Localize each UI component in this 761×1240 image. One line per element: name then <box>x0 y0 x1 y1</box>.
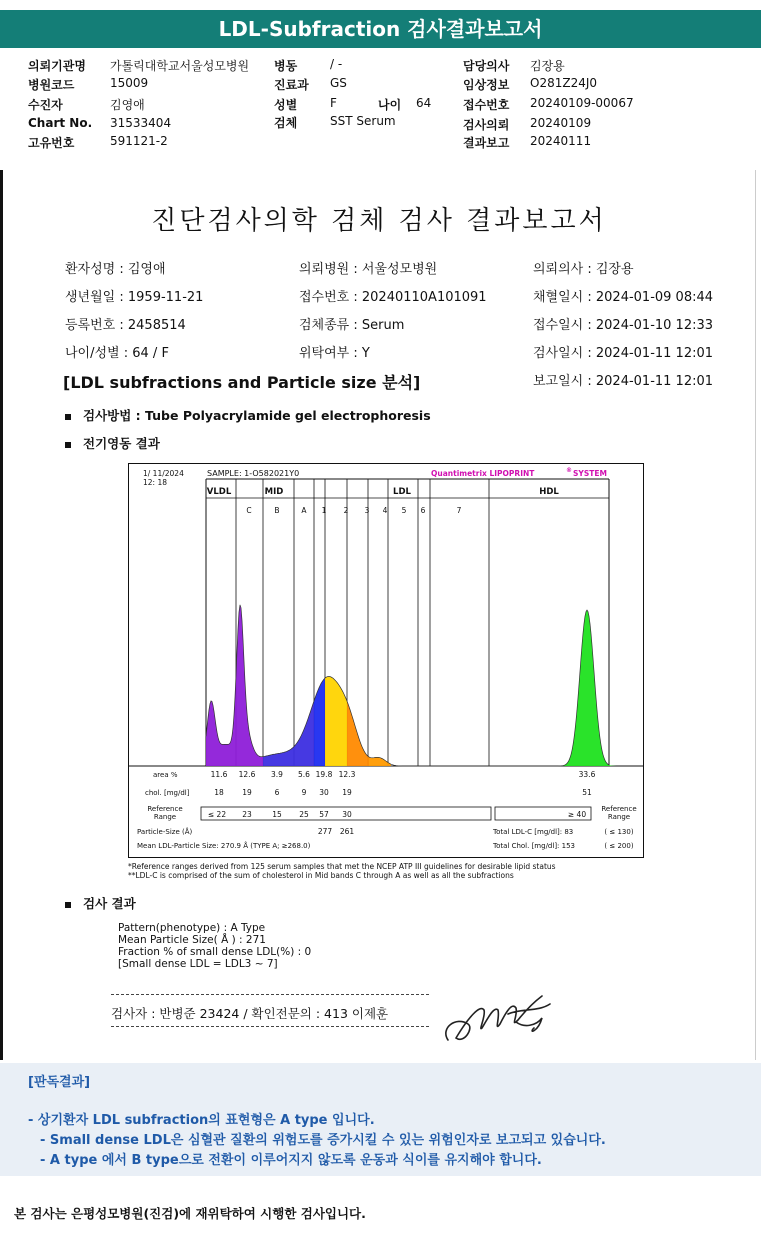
mean-size: Mean LDL-Particle Size: 270.9 Å (TYPE A; ≥268.0) <box>137 842 311 850</box>
band-label: 3 <box>364 506 370 515</box>
result-list <box>118 922 311 970</box>
header-value: 591121-2 <box>110 134 168 148</box>
bullet-icon <box>65 442 71 448</box>
band-label: 5 <box>401 506 407 515</box>
group-label: HDL <box>539 487 559 497</box>
size-value: 277 <box>317 827 333 836</box>
band-label: 2 <box>343 506 349 515</box>
chart-svg <box>129 464 643 857</box>
chol-value: 18 <box>214 788 224 797</box>
method-text: 검사방법 : Tube Polyacrylamide gel electrophoresis <box>83 408 431 423</box>
header-label: 검체 <box>274 116 298 130</box>
header-label: 고유번호 <box>28 136 75 150</box>
interpretation-panel <box>0 1063 761 1176</box>
divider <box>111 1026 429 1027</box>
header-label: 의뢰기관명 <box>28 59 86 73</box>
header-label: 성별 <box>274 98 298 112</box>
header-value: 20240109-00067 <box>530 96 634 110</box>
signature-image <box>438 988 568 1050</box>
chart-brand-suffix: SYSTEM <box>573 469 607 478</box>
result-line: Pattern(phenotype) : A Type <box>118 922 266 934</box>
area-value: 11.6 <box>210 770 228 779</box>
electro-bullet <box>65 434 160 452</box>
header-label: 나이 <box>378 98 402 112</box>
chol-value: 6 <box>274 788 280 797</box>
electro-heading: 전기영동 결과 <box>83 436 160 451</box>
interpretation-heading: [판독결과] <box>28 1075 91 1090</box>
header-value: 31533404 <box>110 116 172 130</box>
ref-value: 30 <box>342 810 352 819</box>
patient-info: 등록번호 : 2458514 <box>65 318 186 333</box>
header-label: 병동 <box>274 59 298 73</box>
chart-footnote <box>128 862 556 880</box>
group-label: LDL <box>393 487 411 497</box>
chol-value: 19 <box>342 788 352 797</box>
header-label: 결과보고 <box>463 136 510 150</box>
patient-info: 나이/성별 : 64 / F <box>65 346 169 361</box>
patient-info: 검사일시 : 2024-01-11 12:01 <box>533 346 714 361</box>
chart-brand: Quantimetrix LIPOPRINT <box>431 469 535 478</box>
header-value: 김영애 <box>110 98 145 112</box>
patient-info: 의뢰의사 : 김장용 <box>533 262 634 277</box>
header-value: 20240111 <box>530 134 592 148</box>
area-value: 12.3 <box>338 770 356 779</box>
header-value: F <box>330 96 337 110</box>
header-label: 검사의뢰 <box>463 118 510 132</box>
header-info <box>0 52 761 152</box>
header-value: 15009 <box>110 76 149 90</box>
patient-info: 접수일시 : 2024-01-10 12:33 <box>533 318 714 333</box>
band-label: 7 <box>456 506 462 515</box>
divider <box>111 994 429 995</box>
header-value: 64 <box>416 96 432 110</box>
report-time: 보고일시 : 2024-01-11 12:01 <box>533 374 714 389</box>
interpretation-line: - Small dense LDL은 심혈관 질환의 위험도를 증가시킬 수 있는 위험인자로 보고되고 있습니다. <box>40 1133 606 1148</box>
chart-sample: SAMPLE: 1-O582021Y0 <box>207 469 300 478</box>
area-value: 12.6 <box>238 770 256 779</box>
method-bullet <box>65 406 431 424</box>
band-label: B <box>274 506 280 515</box>
group-label: MID <box>264 487 284 497</box>
header-value: GS <box>330 76 347 90</box>
total-chol: Total Chol. [mg/dl]: 153 <box>493 842 575 850</box>
header-label: 수진자 <box>28 98 63 112</box>
bullet-icon <box>65 902 71 908</box>
total-ldl: Total LDL-C [mg/dl]: 83 <box>493 828 574 836</box>
interpretation-line: - A type 에서 B type으로 전환이 이루어지지 않도록 운동과 식이를 유지해야 합니다. <box>40 1153 542 1168</box>
ref-label-right: Range <box>607 813 631 821</box>
header-label: 진료과 <box>274 78 309 92</box>
patient-info: 검체종류 : Serum <box>299 318 405 333</box>
result-line: Fraction % of small dense LDL(%) : 0 <box>118 946 312 958</box>
header-label: 병원코드 <box>28 78 75 92</box>
bottom-note: 본 검사는 은평성모병원(진검)에 재위탁하여 시행한 검사입니다. <box>14 1206 366 1221</box>
row-label: Reference <box>147 805 183 813</box>
chol-value: 9 <box>301 788 307 797</box>
chart-brand-mark: ® <box>566 467 572 474</box>
header-value: 가톨릭대학교서울성모병원 <box>110 59 250 73</box>
patient-info: 위탁여부 : Y <box>299 346 370 361</box>
row-label: chol. [mg/dl] <box>145 789 190 797</box>
ref-value: 23 <box>242 810 252 819</box>
area-value: 33.6 <box>578 770 596 779</box>
chol-value: 30 <box>319 788 329 797</box>
electrophoresis-chart <box>128 463 644 858</box>
result-bullet <box>65 894 136 912</box>
chart-time: 12: 18 <box>143 478 167 487</box>
result-line: Mean Particle Size( Å ) : 271 <box>118 934 266 946</box>
fraction-area <box>314 678 325 766</box>
section-title: [LDL subfractions and Particle size 분석] <box>63 373 421 392</box>
footnote-line: **LDL-C is comprised of the sum of cholesterol in Mid bands C through A as well as all the subfractions <box>128 871 514 880</box>
chart-date: 1/ 11/2024 <box>143 469 184 478</box>
row-label: Particle-Size (Å) <box>137 828 193 836</box>
patient-info: 채혈일시 : 2024-01-09 08:44 <box>533 290 714 305</box>
ref-value: 15 <box>272 810 282 819</box>
patient-info: 접수번호 : 20240110A101091 <box>299 290 487 305</box>
ref-label-right: Reference <box>601 805 637 813</box>
signature-text: 검사자 : 반병준 23424 / 확인전문의 : 413 이제훈 <box>111 1006 389 1021</box>
ref-value: 57 <box>319 810 329 819</box>
area-value: 19.8 <box>315 770 333 779</box>
header-value: 김장용 <box>530 59 565 73</box>
ref-value: 25 <box>299 810 309 819</box>
group-label: VLDL <box>206 487 232 497</box>
header-label: 임상정보 <box>463 78 510 92</box>
chol-value: 19 <box>242 788 252 797</box>
area-value: 3.9 <box>271 770 283 779</box>
ref-value: ≥ 40 <box>567 810 587 819</box>
patient-info: 환자성명 : 김영애 <box>65 262 166 277</box>
header-value: 20240109 <box>530 116 592 130</box>
fraction-area <box>325 677 347 767</box>
document-title: 진단검사의학 검체 검사 결과보고서 <box>151 206 607 236</box>
fraction-area <box>263 701 314 766</box>
header-value: O281Z24J0 <box>530 76 598 90</box>
header-value: SST Serum <box>330 114 396 128</box>
ref-value: ≤ 22 <box>207 810 227 819</box>
chol-value: 51 <box>582 788 592 797</box>
row-label: Range <box>153 813 177 821</box>
header-label: 접수번호 <box>463 98 510 112</box>
footnote-line: *Reference ranges derived from 125 serum samples that met the NCEP ATP III guidelines for desirable lipid status <box>128 862 556 871</box>
report-document <box>0 170 756 1060</box>
total-ldl-ref: ( ≤ 130) <box>604 828 634 836</box>
size-value: 261 <box>339 827 355 836</box>
interpretation-line: - 상기환자 LDL subfraction의 표현형은 A type 입니다. <box>28 1113 375 1128</box>
total-chol-ref: ( ≤ 200) <box>604 842 634 850</box>
patient-info: 의뢰병원 : 서울성모병원 <box>299 262 438 277</box>
bullet-icon <box>65 414 71 420</box>
fraction-area <box>206 605 263 766</box>
band-label: 1 <box>321 506 327 515</box>
row-label: area % <box>153 771 178 779</box>
area-value: 5.6 <box>298 770 310 779</box>
header-label: 담당의사 <box>463 59 510 73</box>
header-label: Chart No. <box>28 116 93 130</box>
patient-info: 생년월일 : 1959-11-21 <box>65 290 204 305</box>
result-heading: 검사 결과 <box>83 896 136 911</box>
density-curve <box>206 605 609 766</box>
band-label: 4 <box>382 506 388 515</box>
band-label: A <box>301 506 307 515</box>
report-title: LDL-Subfraction 검사결과보고서 <box>218 17 543 41</box>
band-label: 6 <box>420 506 426 515</box>
result-line: [Small dense LDL = LDL3 ~ 7] <box>118 958 278 970</box>
report-title-bar <box>0 10 761 48</box>
header-value: / - <box>330 57 343 71</box>
band-label: C <box>246 506 252 515</box>
